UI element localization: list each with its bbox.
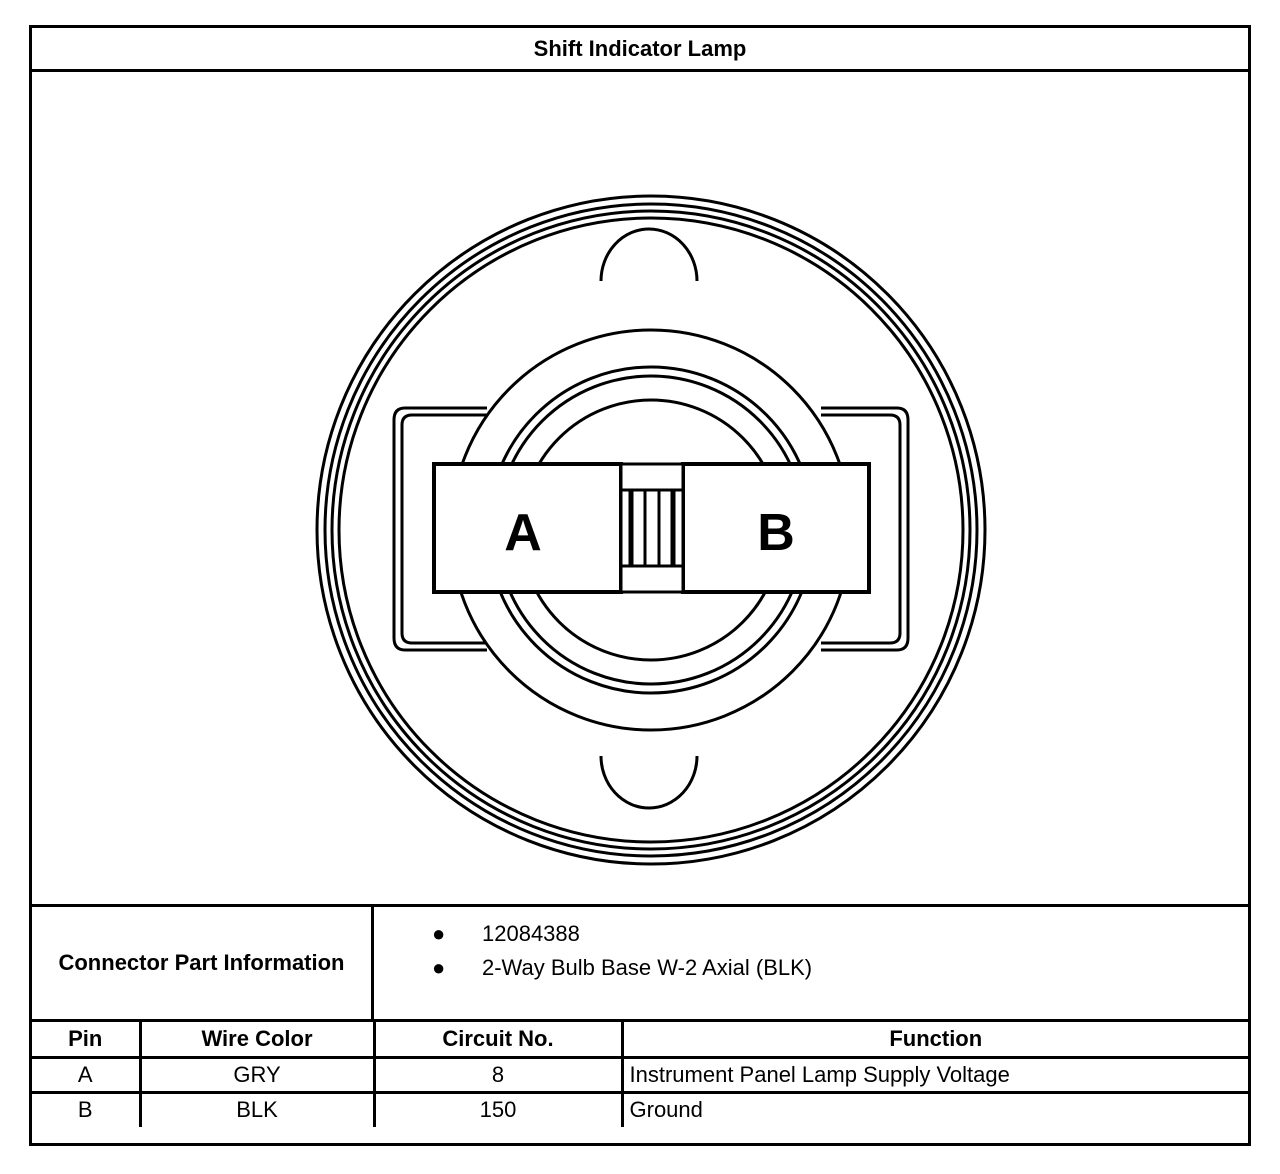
cell-pin: B (32, 1092, 140, 1127)
cell-wire-color: BLK (140, 1092, 374, 1127)
table-row (32, 1092, 1248, 1127)
list-item (432, 921, 580, 947)
cell-pin: A (32, 1057, 140, 1092)
part-number: 12084388 (482, 921, 580, 946)
table-row (32, 1057, 1248, 1092)
connector-drawing (32, 72, 1248, 906)
page-title: Shift Indicator Lamp (32, 28, 1248, 72)
header-circuit: Circuit No. (374, 1022, 622, 1057)
cell-wire-color: GRY (140, 1057, 374, 1092)
bottom-key-tab (601, 756, 697, 808)
cell-circuit: 8 (374, 1057, 622, 1092)
cell-function: Ground (622, 1092, 1248, 1127)
pin-table (32, 1022, 1248, 1127)
connector-info-row (32, 904, 1248, 1022)
top-key-tab (601, 229, 697, 281)
part-description: 2-Way Bulb Base W-2 Axial (BLK) (482, 955, 813, 980)
header-wire-color: Wire Color (140, 1022, 374, 1057)
list-item (432, 955, 812, 981)
bullet-icon: ● (432, 921, 446, 946)
pin-label-a: A (504, 504, 542, 562)
header-pin: Pin (32, 1022, 140, 1057)
connector-sheet (29, 25, 1251, 1146)
cell-function: Instrument Panel Lamp Supply Voltage (622, 1057, 1248, 1092)
connector-info-list (374, 907, 1248, 1019)
table-header-row (32, 1022, 1248, 1057)
cell-circuit: 150 (374, 1092, 622, 1127)
header-function: Function (622, 1022, 1248, 1057)
bullet-icon: ● (432, 955, 446, 980)
pin-label-b: B (757, 504, 795, 562)
connector-diagram (32, 72, 1248, 906)
connector-info-label: Connector Part Information (32, 907, 374, 1019)
